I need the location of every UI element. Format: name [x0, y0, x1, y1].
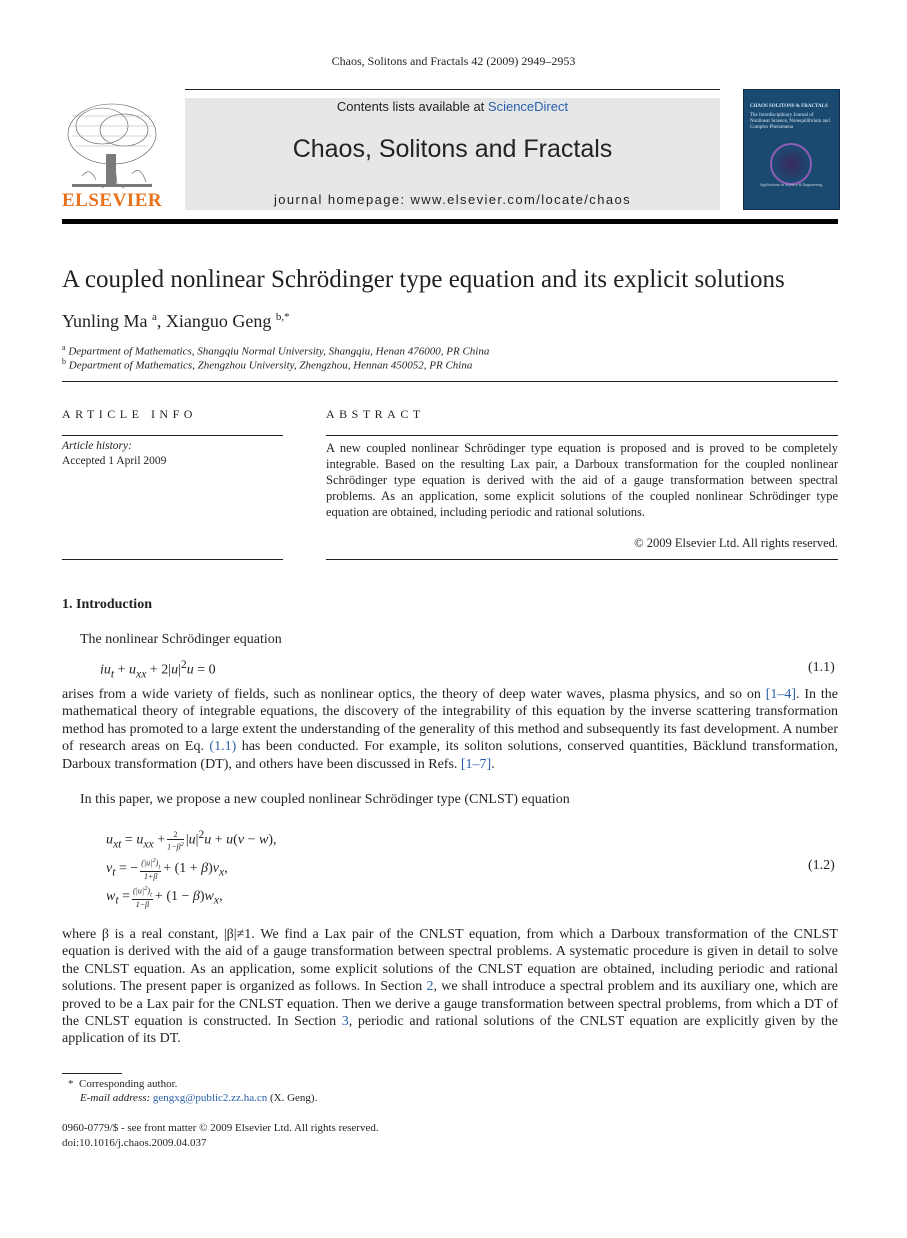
article-title: A coupled nonlinear Schrödinger type equation and its explicit solutions — [62, 266, 785, 293]
footnote-rule — [62, 1073, 122, 1074]
section-link[interactable]: 3 — [341, 1014, 349, 1030]
paragraph: where β is a real constant, |β|≠1. We find a Lax pair of the CNLST equation, from which a Darboux transformation of the CNLST equation is derived with the aid of a gauge transformation between spectral problems. A systematic procedure is given in detail to solve the CNLST equation. As an application, some explicit solutions of the CNLST equation are obtained, including periodic and rational solutions. The present paper is organized as follows. In Section 2, we shall introduce a spectral problem and its auxiliary one, which are proved to be a Lax pair for the CNLST equation. Then we derive a gauge transformation between spectral problems, from which a DT of the CNLST equation is constructed. In Section 3, periodic and rational solutions of the CNLST equation are explicitly given by the application of its DT. — [62, 927, 839, 1047]
author-list: Yunling Ma $^a$, Xianguo Geng $^{b,*}$ — [62, 311, 290, 331]
author-name[interactable]: Yunling Ma — [62, 311, 148, 331]
paragraph: The nonlinear Schrödinger equation — [80, 632, 282, 647]
cover-footer: Applications in Science & Engineering — [759, 182, 823, 187]
affiliation-rule — [62, 381, 838, 382]
affiliation-marker[interactable]: a — [152, 311, 157, 323]
equation-number: (1.2) — [808, 858, 835, 873]
author-name[interactable]: Xianguo Geng — [165, 311, 272, 331]
paragraph: arises from a wide variety of fields, such as nonlinear optics, the theory of deep water waves, plasma physics, and so on [1–4]. In the mathematical theory of integrable equations, the discovery of the integrability of this equation by the inverse scattering transformation method has promoted to a large extent the understanding of the generality of this method and subsequently its fast development. A number of research areas on Eq. (1.1) has been conducted. For example, its soliton solutions, conserved quantities, Bäcklund transformation, Darboux transformation (DT), and others have been discussed in Refs. [1–7]. — [62, 687, 839, 772]
accepted-date: Accepted 1 April 2009 — [62, 455, 167, 467]
affiliation-a: $^a$ Department of Mathematics, Shangqiu Normal University, Shangqiu, Henan 476000, PR China — [62, 343, 490, 358]
article-info-heading: ARTICLE INFO — [62, 407, 197, 421]
abstract-body: A new coupled nonlinear Schrödinger type equation is proposed and is proved to be completely integrable. Based on the resulting Lax pair, a Darboux transformation for the coupled nonlinear Schrödinger type equation is derived with the aid of a gauge transformation between spectral problems. As an application, some explicit solutions of the coupled nonlinear Schrödinger type equation are obtained, including periodic and rational solutions. — [326, 441, 838, 519]
equation-1-2-line-2: $v_t$ = − $\frac{(|u|^2)_t}{1+\beta}$ + $(1 + \beta)v_x$, — [106, 857, 228, 882]
equation-1-2-line-3: $w_t$ = $\frac{(|u|^2)_t}{1-\beta}$ + $(1 - \beta)w_x$, — [106, 885, 223, 910]
reference-link[interactable]: [1–7] — [460, 756, 492, 772]
contents-availability: Contents lists available at ScienceDirect — [336, 99, 569, 114]
article-info-bottom-rule — [62, 559, 283, 560]
journal-name: Chaos, Solitons and Fractals — [292, 135, 613, 163]
elsevier-wordmark: ELSEVIER — [62, 190, 163, 211]
reference-link[interactable]: [1–4] — [765, 687, 797, 702]
corresponding-author-note: * Corresponding author. — [68, 1078, 178, 1090]
sciencedirect-link[interactable]: ScienceDirect — [487, 99, 569, 114]
article-info-rule — [62, 435, 283, 436]
masthead-top-rule — [185, 89, 720, 90]
journal-homepage-link[interactable]: journal homepage: www.elsevier.com/locate/chaos — [273, 192, 631, 207]
header-thick-rule — [62, 219, 838, 224]
history-label: Article history: — [62, 440, 132, 452]
section-link[interactable]: 2 — [426, 979, 434, 995]
paragraph: In this paper, we propose a new coupled nonlinear Schrödinger type (CNLST) equation — [80, 792, 570, 807]
equation-number: (1.1) — [808, 660, 835, 675]
abstract-bottom-rule — [326, 559, 838, 560]
email-link[interactable]: gengxg@public2.zz.ha.cn — [152, 1092, 268, 1104]
abstract-heading: ABSTRACT — [326, 407, 425, 421]
doi-line[interactable]: doi:10.1016/j.chaos.2009.04.037 — [62, 1137, 207, 1149]
section-heading: 1. Introduction — [62, 597, 152, 612]
equation-link[interactable]: (1.1) — [209, 739, 237, 755]
cover-fractal-icon — [770, 143, 812, 185]
affiliation-b: $^b$ Department of Mathematics, Zhengzhou University, Zhengzhou, Hennan 450052, PR China — [62, 357, 473, 372]
running-citation: Chaos, Solitons and Fractals 42 (2009) 2949–2953 — [331, 54, 576, 68]
issn-line: 0960-0779/$ - see front matter © 2009 Elsevier Ltd. All rights reserved. — [62, 1122, 379, 1134]
affiliation-marker[interactable]: b,* — [275, 311, 290, 323]
abstract-rule — [326, 435, 838, 436]
equation-1-2-line-1: $u_{xt} = u_{xx}$ + $\frac{2}{1-\beta^2}$ $|u|^2u + u(v - w)$, — [106, 828, 277, 852]
equation-1-1: $iu_t + u_{xx} + 2|u|^2u = 0$ — [100, 658, 216, 681]
cover-title: CHAOS SOLITONS & FRACTALS The Interdisciplinary Journal of Nonlinear Science, Nonequilibrium and Complex Phenomena — [750, 104, 830, 130]
abstract-copyright: © 2009 Elsevier Ltd. All rights reserved. — [634, 536, 838, 550]
email-note: E-mail address: gengxg@public2.zz.ha.cn (X. Geng). — [80, 1092, 318, 1104]
